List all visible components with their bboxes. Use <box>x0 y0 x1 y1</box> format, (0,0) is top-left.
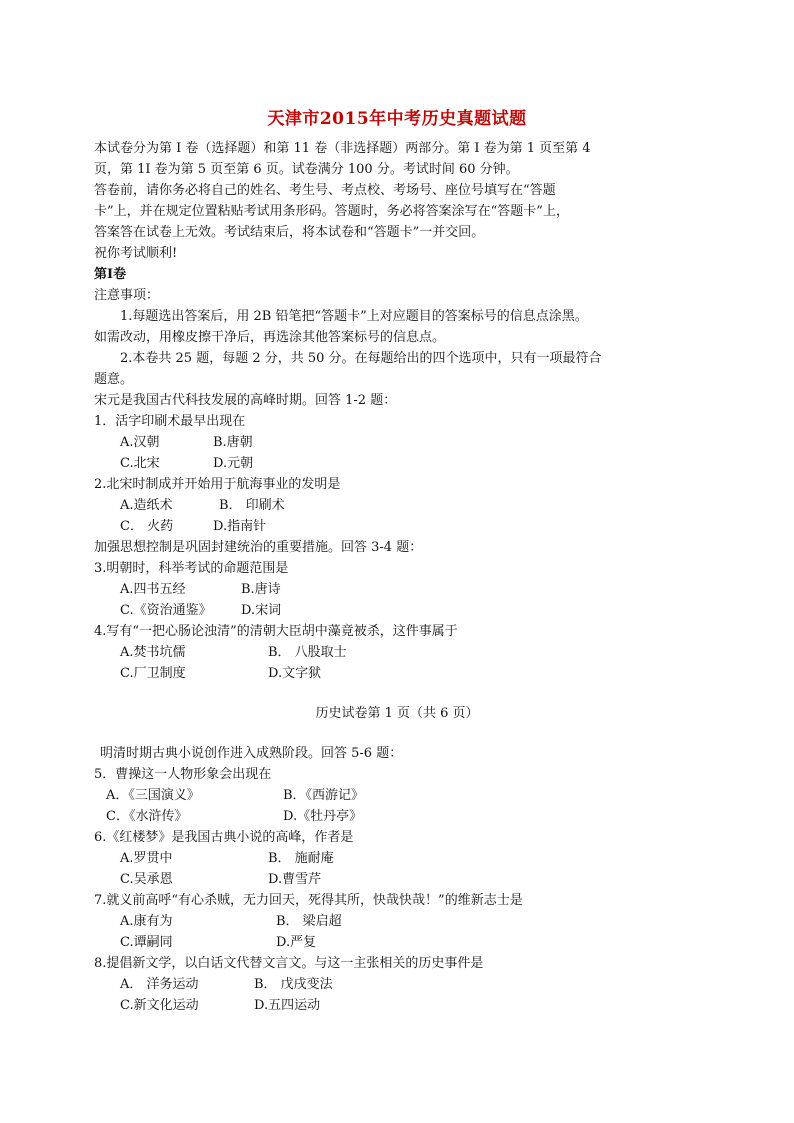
option-a: A.四书五经 <box>120 582 186 597</box>
option-b: B． 施耐庵 <box>268 851 334 866</box>
question-stem: 2.北宋时制成并开始用于航海事业的发明是 <box>94 477 341 492</box>
question-group-intro: 宋元是我国古代科技发展的高峰时期。回答 1-2 题： <box>94 393 397 408</box>
option-c: C.谭嗣同 <box>120 935 173 950</box>
option-b: B． 梁启超 <box>276 914 342 929</box>
question-stem: 1．活字印刷术最早出现在 <box>94 414 246 429</box>
option-b: B． 八股取士 <box>268 645 347 660</box>
option-c: C.北宋 <box>120 456 160 471</box>
option-c: C.《资治通鉴》 <box>120 603 212 618</box>
option-c: C.新文化运动 <box>120 998 199 1013</box>
option-a: A.康有为 <box>120 914 173 929</box>
option-a: A.焚书坑儒 <box>120 645 186 660</box>
option-a: A.罗贯中 <box>120 851 173 866</box>
option-b: B．《西游记》 <box>283 788 365 803</box>
question-group-intro: 加强思想控制是巩固封建统治的重要措施。回答 3-4 题： <box>94 540 423 555</box>
intro-line: 答卷前，请你务必将自己的姓名、考生号、考点校、考场号、座位号填写在“答题 <box>94 183 556 198</box>
option-d: D.《牡丹亭》 <box>283 809 363 824</box>
page-title: 天津市2015年中考历史真题试题 <box>267 109 527 129</box>
question-stem: 4.写有“一把心肠论浊清”的清朝大臣胡中藻竟被杀，这件事属于 <box>94 624 458 639</box>
option-c: C．《水浒传》 <box>106 809 188 824</box>
question-stem: 6.《红楼梦》是我国古典小说的高峰，作者是 <box>94 830 354 845</box>
option-b: B.唐朝 <box>213 435 253 450</box>
option-d: D.文字狱 <box>268 666 322 681</box>
notice-line: 2.本卷共 25 题，每题 2 分，共 50 分。在每题给出的四个选项中，只有一项最符合 <box>120 351 602 366</box>
option-c: C.厂卫制度 <box>120 666 186 681</box>
option-d: D.曹雪芹 <box>268 872 322 887</box>
option-b: B． 戊戌变法 <box>254 977 333 992</box>
intro-line: 卡”上，并在规定位置粘贴考试用条形码。答题时，务必将答案涂写在“答题卡”上， <box>94 204 569 219</box>
question-stem: 5．曹操这一人物形象会出现在 <box>94 767 272 782</box>
question-stem: 8.提倡新文学，以白话文代替文言文。与这一主张相关的历史事件是 <box>94 956 484 971</box>
option-a: A． 洋务运动 <box>120 977 199 992</box>
question-stem: 7.就义前高呼“有心杀贼，无力回天，死得其所，快哉快哉！”的维新志士是 <box>94 893 523 908</box>
page-footer: 历史试卷第 1 页（共 6 页） <box>315 706 479 721</box>
option-d: D.宋词 <box>241 603 282 618</box>
question-group-intro: 明清时期古典小说创作进入成熟阶段。回答 5-6 题： <box>100 746 403 761</box>
option-d: D.指南针 <box>213 519 267 534</box>
notice-line: 题意。 <box>94 372 134 387</box>
option-c: C． 火药 <box>120 519 174 534</box>
option-d: D.元朝 <box>213 456 254 471</box>
option-b: B.唐诗 <box>241 582 281 597</box>
intro-line: 页，第 1I 卷为第 5 页至第 6 页。试卷满分 100 分。考试时间 60 分钟。 <box>94 162 519 177</box>
option-c: C.吴承恩 <box>120 872 173 887</box>
option-a: A.造纸术 <box>120 498 173 513</box>
option-d: D.五四运动 <box>254 998 321 1013</box>
intro-line: 祝你考试顺利! <box>94 246 178 261</box>
notice-line: 1.每题选出答案后，用 2B 铅笔把“答题卡”上对应题目的答案标号的信息点涂黑。 <box>120 309 588 324</box>
option-b: B． 印刷术 <box>219 498 285 513</box>
intro-line: 本试卷分为第 I 卷（选择题）和第 11 卷（非选择题）两部分。第 I 卷为第 1 页至第 4 <box>94 141 591 156</box>
option-a: A.汉朝 <box>120 435 160 450</box>
section-title: 第Ⅰ卷 <box>94 267 127 282</box>
option-a: A．《三国演义》 <box>106 788 200 803</box>
question-stem: 3.明朝时，科举考试的命题范围是 <box>94 561 289 576</box>
option-d: D.严复 <box>276 935 317 950</box>
intro-line: 答案答在试卷上无效。考试结束后，将本试卷和“答题卡”一并交回。 <box>94 225 485 240</box>
notice-label: 注意事项： <box>94 288 160 303</box>
notice-line: 如需改动，用橡皮擦干净后，再选涂其他答案标号的信息点。 <box>94 330 446 345</box>
